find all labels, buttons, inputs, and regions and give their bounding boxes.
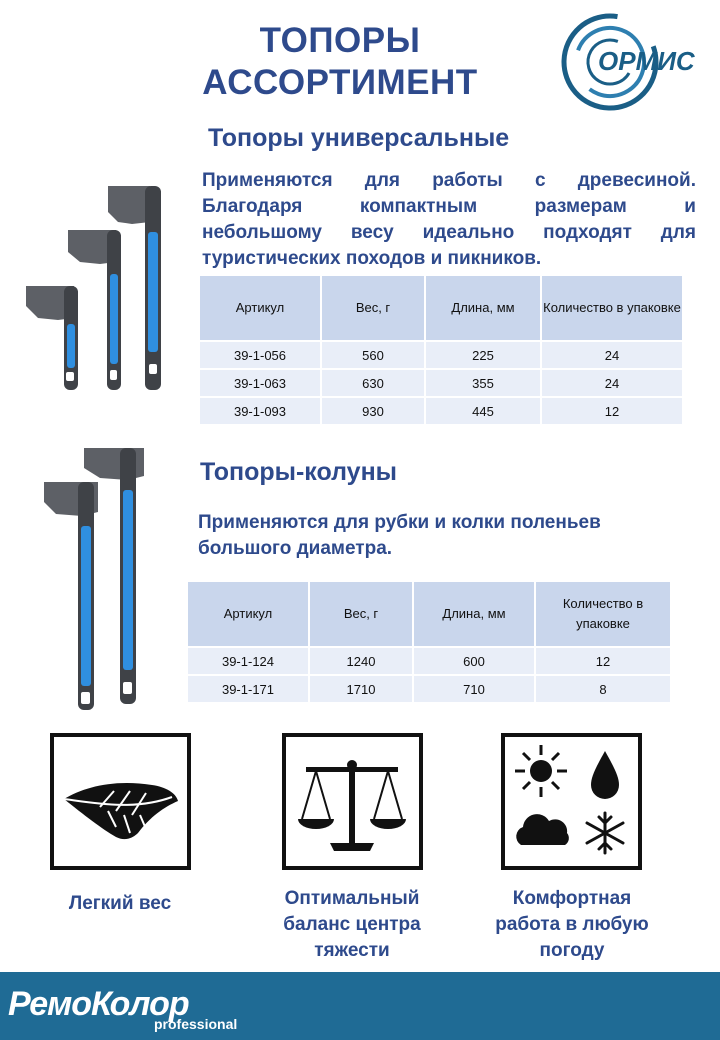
- sun-icon: [515, 745, 567, 797]
- scales-icon: [282, 733, 423, 870]
- cell: 39-1-056: [200, 342, 320, 368]
- cell: 560: [322, 342, 424, 368]
- table-header-row: [188, 582, 670, 646]
- universal-axes-image: [22, 182, 172, 397]
- feather-icon: [50, 733, 191, 870]
- col-quantity: [542, 276, 682, 340]
- section1-description: [202, 168, 696, 272]
- table-row: [188, 676, 670, 702]
- cell: 445: [426, 398, 540, 424]
- section2-description: [198, 510, 688, 562]
- ormis-logo: [560, 12, 710, 114]
- cell: 710: [414, 676, 534, 702]
- universal-axes-table: [198, 274, 684, 426]
- table-row: [188, 648, 670, 674]
- feature-label-line: Комфортная: [512, 888, 632, 909]
- splitting-axes-table: [186, 580, 672, 704]
- cell: 12: [536, 648, 670, 674]
- cell: 1710: [310, 676, 412, 702]
- cell: 39-1-063: [200, 370, 320, 396]
- section2-heading: Топоры-колуны: [200, 458, 398, 486]
- feature-label-balance: [262, 886, 442, 964]
- cell: 8: [536, 676, 670, 702]
- col-quantity-label: Количество в упаковке: [562, 596, 644, 631]
- table-row: [200, 370, 682, 396]
- cell: 600: [414, 648, 534, 674]
- cell: 630: [322, 370, 424, 396]
- page-title: [140, 20, 540, 104]
- feature-label-line: Легкий вес: [68, 893, 172, 914]
- feature-label-light-weight: [40, 891, 200, 917]
- table-row: [200, 342, 682, 368]
- table-row: [200, 398, 682, 424]
- col-weight: Вес, г: [310, 582, 412, 646]
- col-weight: Вес, г: [322, 276, 424, 340]
- col-length: Длина, мм: [414, 582, 534, 646]
- feature-label-line: Оптимальный: [284, 888, 420, 909]
- cell: 24: [542, 342, 682, 368]
- table-header-row: [200, 276, 682, 340]
- feature-label-weather: [476, 886, 668, 964]
- feature-label-line: погоду: [539, 940, 605, 961]
- logo-text: ОРМИС: [598, 46, 695, 76]
- title-line-2: АССОРТИМЕНТ: [202, 63, 478, 102]
- section1-desc-line-1: Применяются для работы с древесиной.: [202, 170, 696, 191]
- cell: 39-1-171: [188, 676, 308, 702]
- cell: 225: [426, 342, 540, 368]
- cell: 355: [426, 370, 540, 396]
- feature-label-line: тяжести: [314, 940, 390, 961]
- cell: 39-1-093: [200, 398, 320, 424]
- brand-subtitle: professional: [154, 1016, 238, 1032]
- cell: 930: [322, 398, 424, 424]
- cell: 1240: [310, 648, 412, 674]
- col-length: Длина, мм: [426, 276, 540, 340]
- section2-desc-line-1: Применяются для рубки и колки поленьев: [198, 512, 601, 533]
- col-article: Артикул: [188, 582, 308, 646]
- weather-icon: [501, 733, 642, 870]
- cell: 24: [542, 370, 682, 396]
- cell: 12: [542, 398, 682, 424]
- section1-heading: Топоры универсальные: [208, 124, 510, 152]
- col-quantity: [536, 582, 670, 646]
- section2-desc-line-2: большого диаметра.: [198, 538, 393, 559]
- section1-desc-line-4: туристических походов и пикников.: [202, 248, 542, 269]
- brand-logo: РемоКолор: [8, 985, 189, 1023]
- title-line-1: ТОПОРЫ: [259, 21, 421, 60]
- col-article: Артикул: [200, 276, 320, 340]
- cell: 39-1-124: [188, 648, 308, 674]
- feature-label-line: работа в любую: [495, 914, 649, 935]
- splitting-axes-image: [42, 446, 152, 714]
- section1-desc-line-2: Благодаря компактным размерам и: [202, 196, 696, 217]
- feature-label-line: баланс центра: [283, 914, 421, 935]
- section1-desc-line-3: небольшому весу идеально подходят для: [202, 222, 696, 243]
- col-quantity-label: Количество в упаковке: [543, 300, 681, 315]
